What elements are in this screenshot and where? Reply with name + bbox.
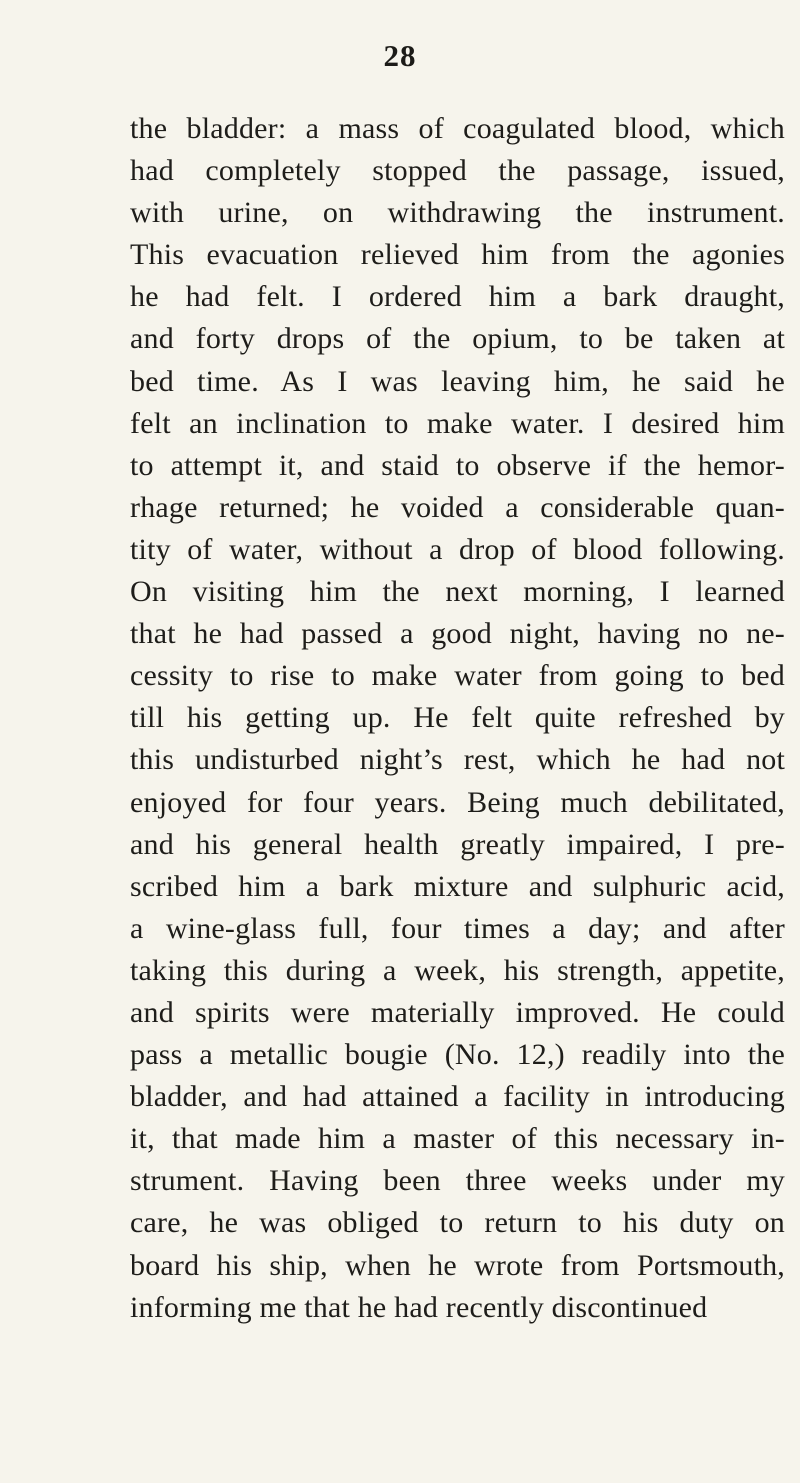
text-line: till his getting up. He felt quite refreshed by bbox=[130, 701, 785, 735]
text-line: informing me that he had recently discontinued bbox=[130, 1290, 708, 1324]
text-line: strument. Having been three weeks under my bbox=[130, 1164, 785, 1198]
text-line: a wine-glass full, four times a day; and after bbox=[130, 911, 785, 945]
text-line: care, he was obliged to return to his duty on bbox=[130, 1206, 785, 1240]
text-line: bladder, and had attained a facility in introducing bbox=[130, 1080, 785, 1114]
text-line: board his ship, when he wrote from Portsmouth, bbox=[130, 1248, 785, 1282]
text-line: had completely stopped the passage, issued, bbox=[130, 154, 785, 188]
text-line: with urine, on withdrawing the instrument. bbox=[130, 196, 785, 230]
text-line: felt an inclination to make water. I desired him bbox=[130, 406, 785, 440]
text-line: On visiting him the next morning, I learned bbox=[130, 575, 785, 609]
text-line: and spirits were materially improved. He could bbox=[130, 995, 785, 1029]
text-line: rhage returned; he voided a considerable quan- bbox=[130, 490, 785, 524]
text-line: to attempt it, and staid to observe if the hemor- bbox=[130, 448, 785, 482]
text-line: and forty drops of the opium, to be taken at bbox=[130, 322, 785, 356]
text-line: the bladder: a mass of coagulated blood, which bbox=[130, 112, 785, 145]
text-line: he had felt. I ordered him a bark draught, bbox=[130, 280, 785, 314]
text-line: that he had passed a good night, having no ne- bbox=[130, 617, 785, 651]
text-line: bed time. As I was leaving him, he said he bbox=[130, 364, 785, 398]
text-line: this undisturbed night’s rest, which he had not bbox=[130, 743, 785, 777]
text-line: and his general health greatly impaired, I pre- bbox=[130, 827, 785, 861]
text-line: enjoyed for four years. Being much debilitated, bbox=[130, 785, 785, 819]
text-line: pass a metallic bougie (No. 12,) readily into the bbox=[130, 1038, 785, 1072]
text-line: This evacuation relieved him from the agonies bbox=[130, 238, 785, 272]
text-line: it, that made him a master of this necessary in- bbox=[130, 1122, 785, 1156]
text-line: taking this during a week, his strength, appetite, bbox=[130, 953, 785, 987]
text-line: tity of water, without a drop of blood following. bbox=[130, 532, 785, 566]
text-line: cessity to rise to make water from going to bed bbox=[130, 659, 785, 693]
page-number: 28 bbox=[383, 38, 417, 73]
text-line: scribed him a bark mixture and sulphuric acid, bbox=[130, 869, 785, 903]
body-text bbox=[130, 108, 790, 1329]
